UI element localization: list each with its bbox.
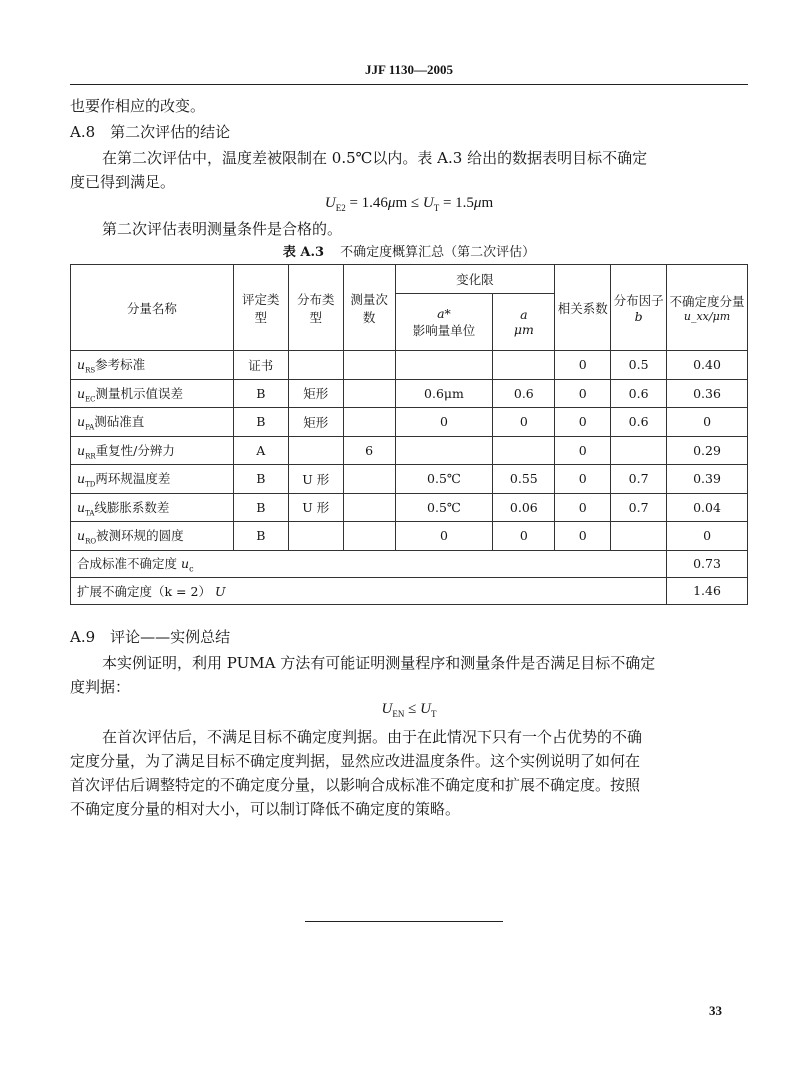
measurements-cell (343, 493, 395, 522)
header-a (493, 294, 555, 351)
a-cell: 0.55 (493, 465, 555, 494)
measurements-cell (343, 408, 395, 437)
table-row (71, 408, 748, 437)
table-row (71, 379, 748, 408)
distribution-factor-cell: 0.7 (611, 465, 667, 494)
a-cell: 0 (493, 408, 555, 437)
component-name: $u_{PA}$测砧准直 (71, 408, 234, 437)
a9-paragraph2-line2: 定度分量，为了满足目标不确定度判据，显然应改进温度条件。这个实例说明了如何在 (70, 752, 641, 770)
eval-type-cell: B (233, 379, 288, 408)
combined-uncertainty-value: 0.73 (667, 550, 748, 577)
correlation-cell: 0 (555, 379, 611, 408)
header-uncertainty-unit: u_xx/μm (683, 310, 731, 323)
a9-formula: $U_{EN} \le U_T$ (381, 701, 437, 719)
correlation-cell: 0 (555, 493, 611, 522)
distribution-cell: 矩形 (288, 408, 343, 437)
a-cell: 0.06 (493, 493, 555, 522)
a-star-cell: 0.6μm (395, 379, 493, 408)
a-star-cell: 0.5℃ (395, 493, 493, 522)
distribution-cell: U 形 (288, 493, 343, 522)
a8-paragraph-line2: 度已得到满足。 (70, 173, 176, 191)
header-influence-unit: 影响量单位 (412, 322, 476, 338)
distribution-cell: U 形 (288, 465, 343, 494)
a-cell: 0 (493, 522, 555, 551)
correlation-cell: 0 (555, 522, 611, 551)
a-cell: 0.6 (493, 379, 555, 408)
end-rule (305, 921, 503, 922)
measurements-cell (343, 379, 395, 408)
a8-paragraph-line1: 在第二次评估中，温度差被限制在 0.5℃以内。表 A.3 给出的数据表明目标不确定 (102, 149, 648, 167)
correlation-cell: 0 (555, 465, 611, 494)
header-uncertainty-component (667, 265, 748, 351)
measurements-cell (343, 465, 395, 494)
section-a9-heading: A.9 评论——实例总结 (70, 628, 231, 646)
header-eval-type: 评定类型 (233, 265, 288, 351)
a-star-cell (395, 436, 493, 465)
expanded-uncertainty-value: 1.46 (667, 577, 748, 604)
uncertainty-cell: 0 (667, 408, 748, 437)
uncertainty-budget-table (70, 264, 748, 605)
a8-formula: $U_{E2} = 1.46\mu m \le U_T = 1.5\mu m$ (324, 195, 494, 213)
uncertainty-cell: 0.36 (667, 379, 748, 408)
a9-paragraph-line2: 度判据： (70, 678, 131, 696)
a8-paragraph2: 第二次评估表明测量条件是合格的。 (102, 220, 343, 238)
distribution-cell (288, 522, 343, 551)
uncertainty-cell: 0.39 (667, 465, 748, 494)
eval-type-cell: 证书 (233, 351, 288, 380)
eval-type-cell: B (233, 465, 288, 494)
header-variation-limit: 变化限 (395, 265, 555, 294)
header-component-name: 分量名称 (71, 265, 234, 351)
page-number: 33 (709, 1003, 722, 1018)
distribution-cell: 矩形 (288, 379, 343, 408)
header-distribution-factor (611, 265, 667, 351)
correlation-cell: 0 (555, 408, 611, 437)
combined-uncertainty-label: 合成标准不确定度 $u_c$ (71, 550, 667, 577)
table-row (71, 351, 748, 380)
component-name: $u_{RS}$参考标准 (71, 351, 234, 380)
standard-code: JJF 1130—2005 (365, 62, 453, 77)
a-star-cell (395, 351, 493, 380)
measurements-cell (343, 351, 395, 380)
header-uncertainty-label: 不确定度分量 (669, 294, 745, 309)
a-cell (493, 351, 555, 380)
a-star-cell: 0 (395, 408, 493, 437)
eval-type-cell: B (233, 408, 288, 437)
measurements-cell (343, 522, 395, 551)
header-distribution-factor-label: 分布因子 (613, 293, 664, 308)
page-header (70, 62, 748, 85)
header-measurements: 测量次数 (343, 265, 395, 351)
distribution-factor-cell (611, 522, 667, 551)
component-name: $u_{TA}$线膨胀系数差 (71, 493, 234, 522)
correlation-cell: 0 (555, 436, 611, 465)
header-a-star-symbol: a* (437, 305, 451, 321)
measurements-cell: 6 (343, 436, 395, 465)
eval-type-cell: A (233, 436, 288, 465)
header-a-symbol: a (520, 307, 528, 322)
expanded-uncertainty-row (71, 577, 748, 604)
a-star-cell: 0 (395, 522, 493, 551)
distribution-factor-cell: 0.6 (611, 379, 667, 408)
correlation-cell: 0 (555, 351, 611, 380)
distribution-factor-cell: 0.7 (611, 493, 667, 522)
header-distribution-factor-symbol: b (634, 309, 643, 324)
section-a8-heading: A.8 第二次评估的结论 (70, 123, 231, 141)
distribution-cell (288, 436, 343, 465)
header-correlation: 相关系数 (555, 265, 611, 351)
component-name: $u_{RR}$重复性/分辨力 (71, 436, 234, 465)
a9-paragraph2-line3: 首次评估后调整特定的不确定度分量，以影响合成标准不确定度和扩展不确定度。按照 (70, 776, 641, 794)
uncertainty-cell: 0.04 (667, 493, 748, 522)
table-caption-label: 表 A.3 (282, 245, 325, 260)
uncertainty-cell: 0.40 (667, 351, 748, 380)
a9-paragraph2-line1: 在首次评估后，不满足目标不确定度判据。由于在此情况下只有一个占优势的不确 (102, 728, 643, 746)
distribution-factor-cell: 0.5 (611, 351, 667, 380)
header-a-unit: μm (513, 322, 534, 337)
a9-paragraph2-line4: 不确定度分量的相对大小，可以制订降低不确定度的策略。 (70, 800, 461, 818)
table-row (71, 465, 748, 494)
component-name: $u_{TD}$两环规温度差 (71, 465, 234, 494)
uncertainty-cell: 0.29 (667, 436, 748, 465)
a-cell (493, 436, 555, 465)
header-distribution: 分布类型 (288, 265, 343, 351)
table-row (71, 436, 748, 465)
uncertainty-cell: 0 (667, 522, 748, 551)
combined-uncertainty-row (71, 550, 748, 577)
table-caption (70, 241, 748, 260)
component-name: $u_{RO}$被测环规的圆度 (71, 522, 234, 551)
continued-line: 也要作相应的改变。 (70, 97, 206, 115)
eval-type-cell: B (233, 493, 288, 522)
distribution-cell (288, 351, 343, 380)
distribution-factor-cell: 0.6 (611, 408, 667, 437)
header-a-star (395, 294, 493, 351)
a-star-cell: 0.5℃ (395, 465, 493, 494)
table-row (71, 522, 748, 551)
table-caption-title: 不确定度概算汇总（第二次评估） (340, 245, 536, 260)
table-row (71, 493, 748, 522)
eval-type-cell: B (233, 522, 288, 551)
distribution-factor-cell (611, 436, 667, 465)
a9-paragraph-line1: 本实例证明，利用 PUMA 方法有可能证明测量程序和测量条件是否满足目标不确定 (102, 654, 656, 672)
component-name: $u_{EC}$测量机示值误差 (71, 379, 234, 408)
expanded-uncertainty-label: 扩展不确定度（k = 2） U (71, 577, 667, 604)
